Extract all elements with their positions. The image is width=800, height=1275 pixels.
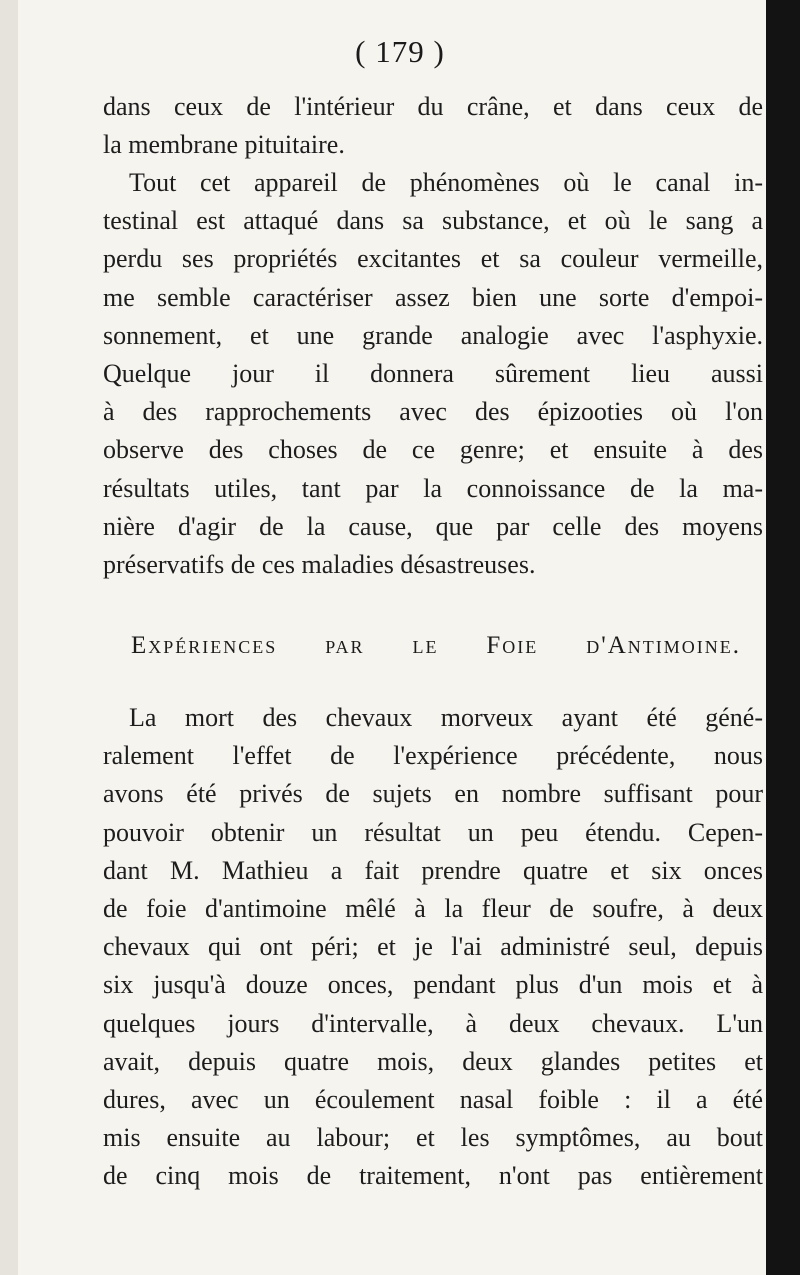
text-line: me semble caractériser assez bien une sorte d'empoi- (103, 282, 763, 312)
text-line: ralement l'effet de l'expérience précédente, nous (103, 741, 763, 771)
text-line: avait, depuis quatre mois, deux glandes petites et (103, 1046, 763, 1076)
text-line: de foie d'antimoine mêlé à la fleur de soufre, à deux (103, 893, 763, 923)
text-line: dant M. Mathieu a fait prendre quatre et six onces (103, 855, 763, 885)
text-line: dures, avec un écoulement nasal foible : il a été (103, 1084, 763, 1114)
text-line: mis ensuite au labour; et les symptômes, au bout (103, 1123, 763, 1153)
page-number: ( 179 ) (355, 34, 445, 69)
text-line: à des rapprochements avec des épizooties où l'on (103, 397, 763, 427)
paragraph-continuation (103, 88, 763, 164)
text-line: dans ceux de l'intérieur du crâne, et dans ceux de (103, 92, 763, 121)
book-gutter-shadow (766, 0, 800, 1275)
text-line: La mort des chevaux morveux ayant été géné- (129, 703, 763, 732)
text-line: la membrane pituitaire. (103, 130, 345, 160)
paragraph-asphyxie (103, 164, 763, 584)
text-line: nière d'agir de la cause, que par celle des moyens (103, 511, 763, 541)
text-line: perdu ses propriétés excitantes et sa couleur vermeille, (103, 244, 763, 274)
paragraph-antimoine (103, 699, 763, 1195)
text-line: sonnement, et une grande analogie avec l'asphyxie. (103, 320, 763, 350)
text-line: préservatifs de ces maladies désastreuses. (103, 549, 536, 579)
text-line: Tout cet appareil de phénomènes où le canal in- (129, 168, 763, 197)
text-line: de cinq mois de traitement, n'ont pas entièrement (103, 1161, 763, 1191)
text-line: avons été privés de sujets en nombre suffisant pour (103, 779, 763, 809)
section-heading: Expériences par le Foie d'Antimoine. (131, 632, 741, 659)
text-line: pouvoir obtenir un résultat un peu étendu. Cepen- (103, 817, 763, 847)
text-line: six jusqu'à douze onces, pendant plus d'un mois et à (103, 970, 763, 1000)
text-line: testinal est attaqué dans sa substance, et où le sang a (103, 206, 763, 236)
page-left-margin (0, 0, 18, 1275)
text-line: résultats utiles, tant par la connoissance de la ma- (103, 473, 763, 503)
text-line: observe des choses de ce genre; et ensuite à des (103, 435, 763, 465)
text-line: quelques jours d'intervalle, à deux chevaux. L'un (103, 1008, 763, 1038)
text-line: Quelque jour il donnera sûrement lieu aussi (103, 358, 763, 388)
text-line: chevaux qui ont péri; et je l'ai administré seul, depuis (103, 932, 763, 962)
